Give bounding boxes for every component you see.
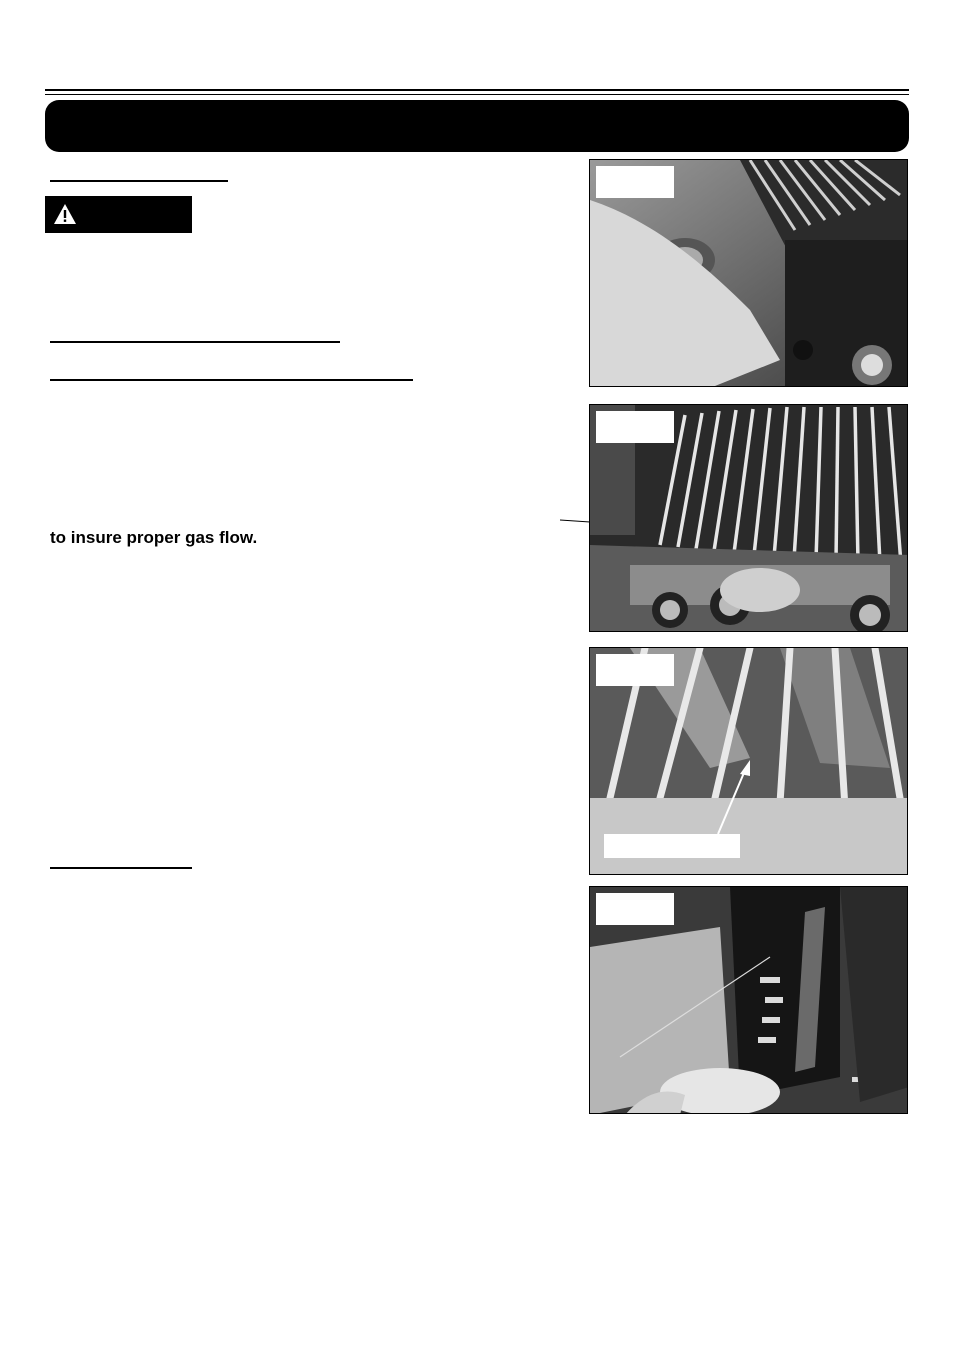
photo-3-callout-box (604, 834, 740, 858)
heading-underline-3 (50, 379, 413, 381)
photo-4-label-box (596, 893, 674, 925)
gas-flow-note: to insure proper gas flow. (50, 528, 258, 547)
photo-2-cooking-grates (589, 404, 908, 632)
photo-4-cabinet-interior (589, 886, 908, 1114)
warning-box (45, 196, 192, 233)
photo-1-label-box (596, 166, 674, 198)
warning-triangle-icon (53, 203, 77, 225)
top-rule-thin (45, 94, 909, 95)
photo-1-control-knob (589, 159, 908, 387)
heading-underline-4 (50, 867, 192, 869)
photo-3-heat-tent (589, 647, 908, 875)
photo-3-label-box (596, 654, 674, 686)
top-rule-thick (45, 89, 909, 91)
heading-underline-2 (50, 341, 340, 343)
section-header-bar (45, 100, 909, 152)
heading-underline-1 (50, 180, 228, 182)
photo-2-label-box (596, 411, 674, 443)
